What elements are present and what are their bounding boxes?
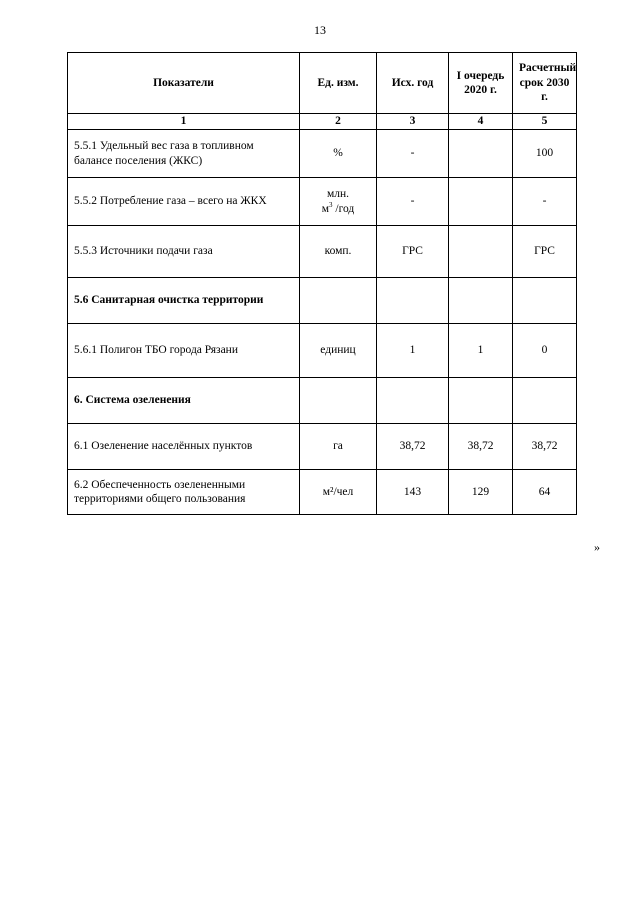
- row-label: 5.5.2 Потребление газа – всего на ЖКХ: [68, 178, 300, 226]
- closing-quote-mark: »: [594, 540, 600, 554]
- row-unit: [300, 178, 377, 226]
- row-base: ГРС: [377, 226, 449, 278]
- row-unit: комп.: [300, 226, 377, 278]
- table-row: [68, 178, 577, 226]
- row-stage1: [449, 178, 513, 226]
- row-unit: га: [300, 424, 377, 470]
- row-stage1: [449, 278, 513, 324]
- header-stage1: I очередь 2020 г.: [449, 53, 513, 114]
- column-number-row: [68, 114, 577, 130]
- row-target: 38,72: [513, 424, 577, 470]
- unit-m: м: [321, 202, 329, 215]
- row-stage1: [449, 130, 513, 178]
- column-number: 3: [377, 114, 449, 130]
- row-base: 38,72: [377, 424, 449, 470]
- row-label: 5.5.3 Источники подачи газа: [68, 226, 300, 278]
- row-base: 143: [377, 470, 449, 515]
- row-stage1: 129: [449, 470, 513, 515]
- table-row: [68, 470, 577, 515]
- row-unit: единиц: [300, 324, 377, 378]
- column-number: 4: [449, 114, 513, 130]
- row-base: [377, 278, 449, 324]
- header-target: Расчетный срок 2030 г.: [513, 53, 577, 114]
- row-base: [377, 378, 449, 424]
- row-unit: м²/чел: [300, 470, 377, 515]
- header-unit: Ед. изм.: [300, 53, 377, 114]
- row-label: 5.6.1 Полигон ТБО города Рязани: [68, 324, 300, 378]
- table-row: [68, 226, 577, 278]
- table-header-row: [68, 53, 577, 114]
- row-target: 64: [513, 470, 577, 515]
- row-target: [513, 378, 577, 424]
- table-section-row: [68, 278, 577, 324]
- row-label: 6.2 Обеспеченность озелененными территориями общего пользования: [68, 470, 300, 515]
- row-label: 6.1 Озеленение населённых пунктов: [68, 424, 300, 470]
- table-row: [68, 130, 577, 178]
- table-row: [68, 324, 577, 378]
- row-base: 1: [377, 324, 449, 378]
- row-stage1: [449, 378, 513, 424]
- row-unit: [300, 278, 377, 324]
- header-base-year: Исх. год: [377, 53, 449, 114]
- row-target: 100: [513, 130, 577, 178]
- table-section-row: [68, 378, 577, 424]
- row-unit: [300, 378, 377, 424]
- column-number: 1: [68, 114, 300, 130]
- unit-main: млн.: [326, 188, 350, 201]
- row-stage1: 38,72: [449, 424, 513, 470]
- row-target: -: [513, 178, 577, 226]
- section-label: 5.6 Санитарная очистка территории: [68, 278, 300, 324]
- unit-tail: /год: [332, 202, 355, 215]
- row-target: ГРС: [513, 226, 577, 278]
- row-stage1: [449, 226, 513, 278]
- row-target: 0: [513, 324, 577, 378]
- page-number: 13: [314, 23, 326, 37]
- row-base: -: [377, 130, 449, 178]
- row-base: -: [377, 178, 449, 226]
- indicators-table: [67, 52, 577, 515]
- row-stage1: 1: [449, 324, 513, 378]
- column-number: 2: [300, 114, 377, 130]
- column-number: 5: [513, 114, 577, 130]
- section-label: 6. Система озеленения: [68, 378, 300, 424]
- row-target: [513, 278, 577, 324]
- header-indicators: Показатели: [68, 53, 300, 114]
- table-row: [68, 424, 577, 470]
- row-unit: %: [300, 130, 377, 178]
- row-label: 5.5.1 Удельный вес газа в топливном балансе поселения (ЖКС): [68, 130, 300, 178]
- unit-sup: 3: [329, 200, 333, 209]
